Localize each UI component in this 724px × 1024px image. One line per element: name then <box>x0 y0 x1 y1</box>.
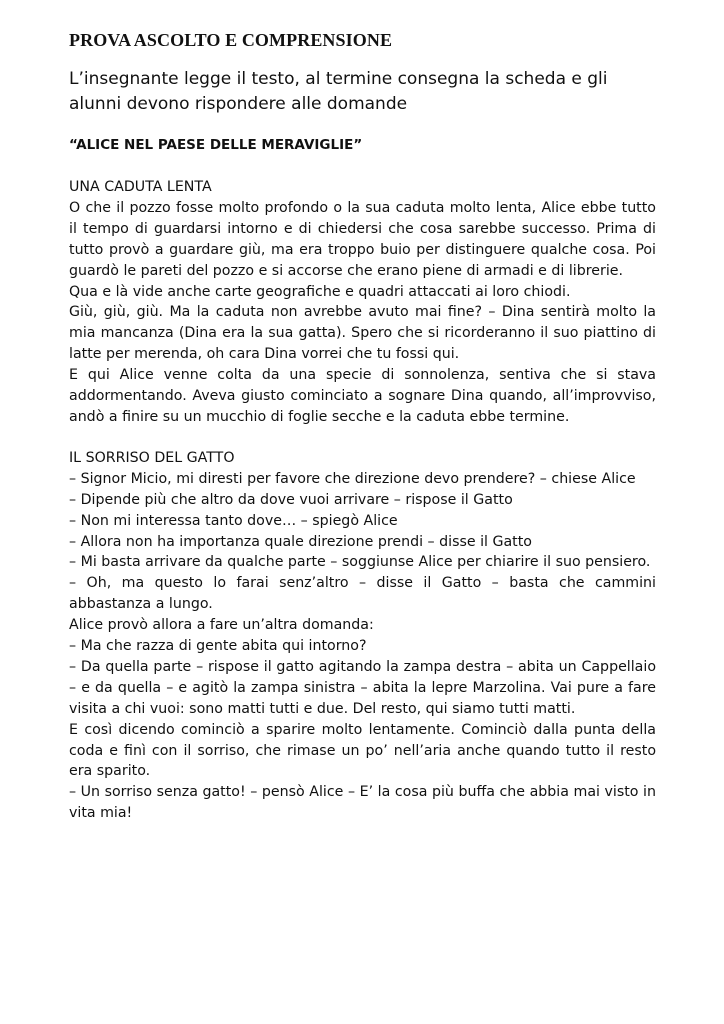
paragraph: O che il pozzo fosse molto profondo o la sua caduta molto lenta, Alice ebbe tutto il tempo di guardarsi intorno e di chiedersi che cosa sarebbe successo. Prima di tutto provò a guardare giù, ma era troppo buio per distinguere qualche cosa. Poi guardò le pareti del pozzo e si accorse che erano piene di armadi e di librerie. <box>69 199 656 279</box>
paragraph: Giù, giù, giù. Ma la caduta non avrebbe avuto mai fine? – Dina sentirà molto la mia mancanza (Dina era la sua gatta). Spero che si ricorderanno il suo piattino di latte per merenda, oh cara Dina vorrei che tu fossi qui. <box>69 304 656 363</box>
section-caduta-lenta <box>69 177 656 428</box>
story-title: “ALICE NEL PAESE DELLE MERAVIGLIE” <box>69 137 363 153</box>
page-title: PROVA ASCOLTO E COMPRENSIONE <box>69 30 393 50</box>
intro-instructions: L’insegnante legge il testo, al termine consegna la scheda e gli alunni devono rispondere alle domande <box>69 69 608 114</box>
section-heading: UNA CADUTA LENTA <box>69 179 212 195</box>
paragraph: Qua e là vide anche carte geografiche e quadri attaccati ai loro chiodi. <box>69 283 571 300</box>
dialogue-line: – Dipende più che altro da dove vuoi arrivare – rispose il Gatto <box>69 491 513 508</box>
dialogue-line: – Non mi interessa tanto dove… – spiegò Alice <box>69 512 398 529</box>
dialogue-line: – Ma che razza di gente abita qui intorno? <box>69 638 367 655</box>
dialogue-line: – Signor Micio, mi diresti per favore che direzione devo prendere? – chiese Alice <box>69 470 636 487</box>
dialogue-line: – Un sorriso senza gatto! – pensò Alice – E’ la cosa più buffa che abbia mai visto in vita mia! <box>69 784 656 822</box>
document-page <box>69 30 656 824</box>
section-gap <box>69 428 656 448</box>
section-sorriso-gatto <box>69 448 656 824</box>
paragraph: Alice provò allora a fare un’altra domanda: <box>69 617 374 634</box>
dialogue-line: – Allora non ha importanza quale direzione prendi – disse il Gatto <box>69 533 532 550</box>
section-heading: IL SORRISO DEL GATTO <box>69 449 235 466</box>
paragraph: E così dicendo cominciò a sparire molto lentamente. Cominciò dalla punta della coda e finì con il sorriso, che rimase un po’ nell’aria anche quando tutto il resto era sparito. <box>69 721 656 780</box>
paragraph: E qui Alice venne colta da una specie di sonnolenza, sentiva che si stava addormentando. Aveva giusto cominciato a sognare Dina quando, all’improvviso, andò a finire su un mucchio di foglie secche e la caduta ebbe termine. <box>69 367 656 425</box>
dialogue-line: – Da quella parte – rispose il gatto agitando la zampa destra – abita un Cappellaio – e da quella – e agitò la zampa sinistra – abita la lepre Marzolina. Vai pure a fare visita a chi vuoi: sono matti tutti e due. Del resto, qui siamo tutti matti. <box>69 658 656 717</box>
dialogue-line: – Mi basta arrivare da qualche parte – soggiunse Alice per chiarire il suo pensiero. <box>69 554 651 571</box>
dialogue-line: – Oh, ma questo lo farai senz’altro – disse il Gatto – basta che cammini abbastanza a lungo. <box>69 575 656 613</box>
